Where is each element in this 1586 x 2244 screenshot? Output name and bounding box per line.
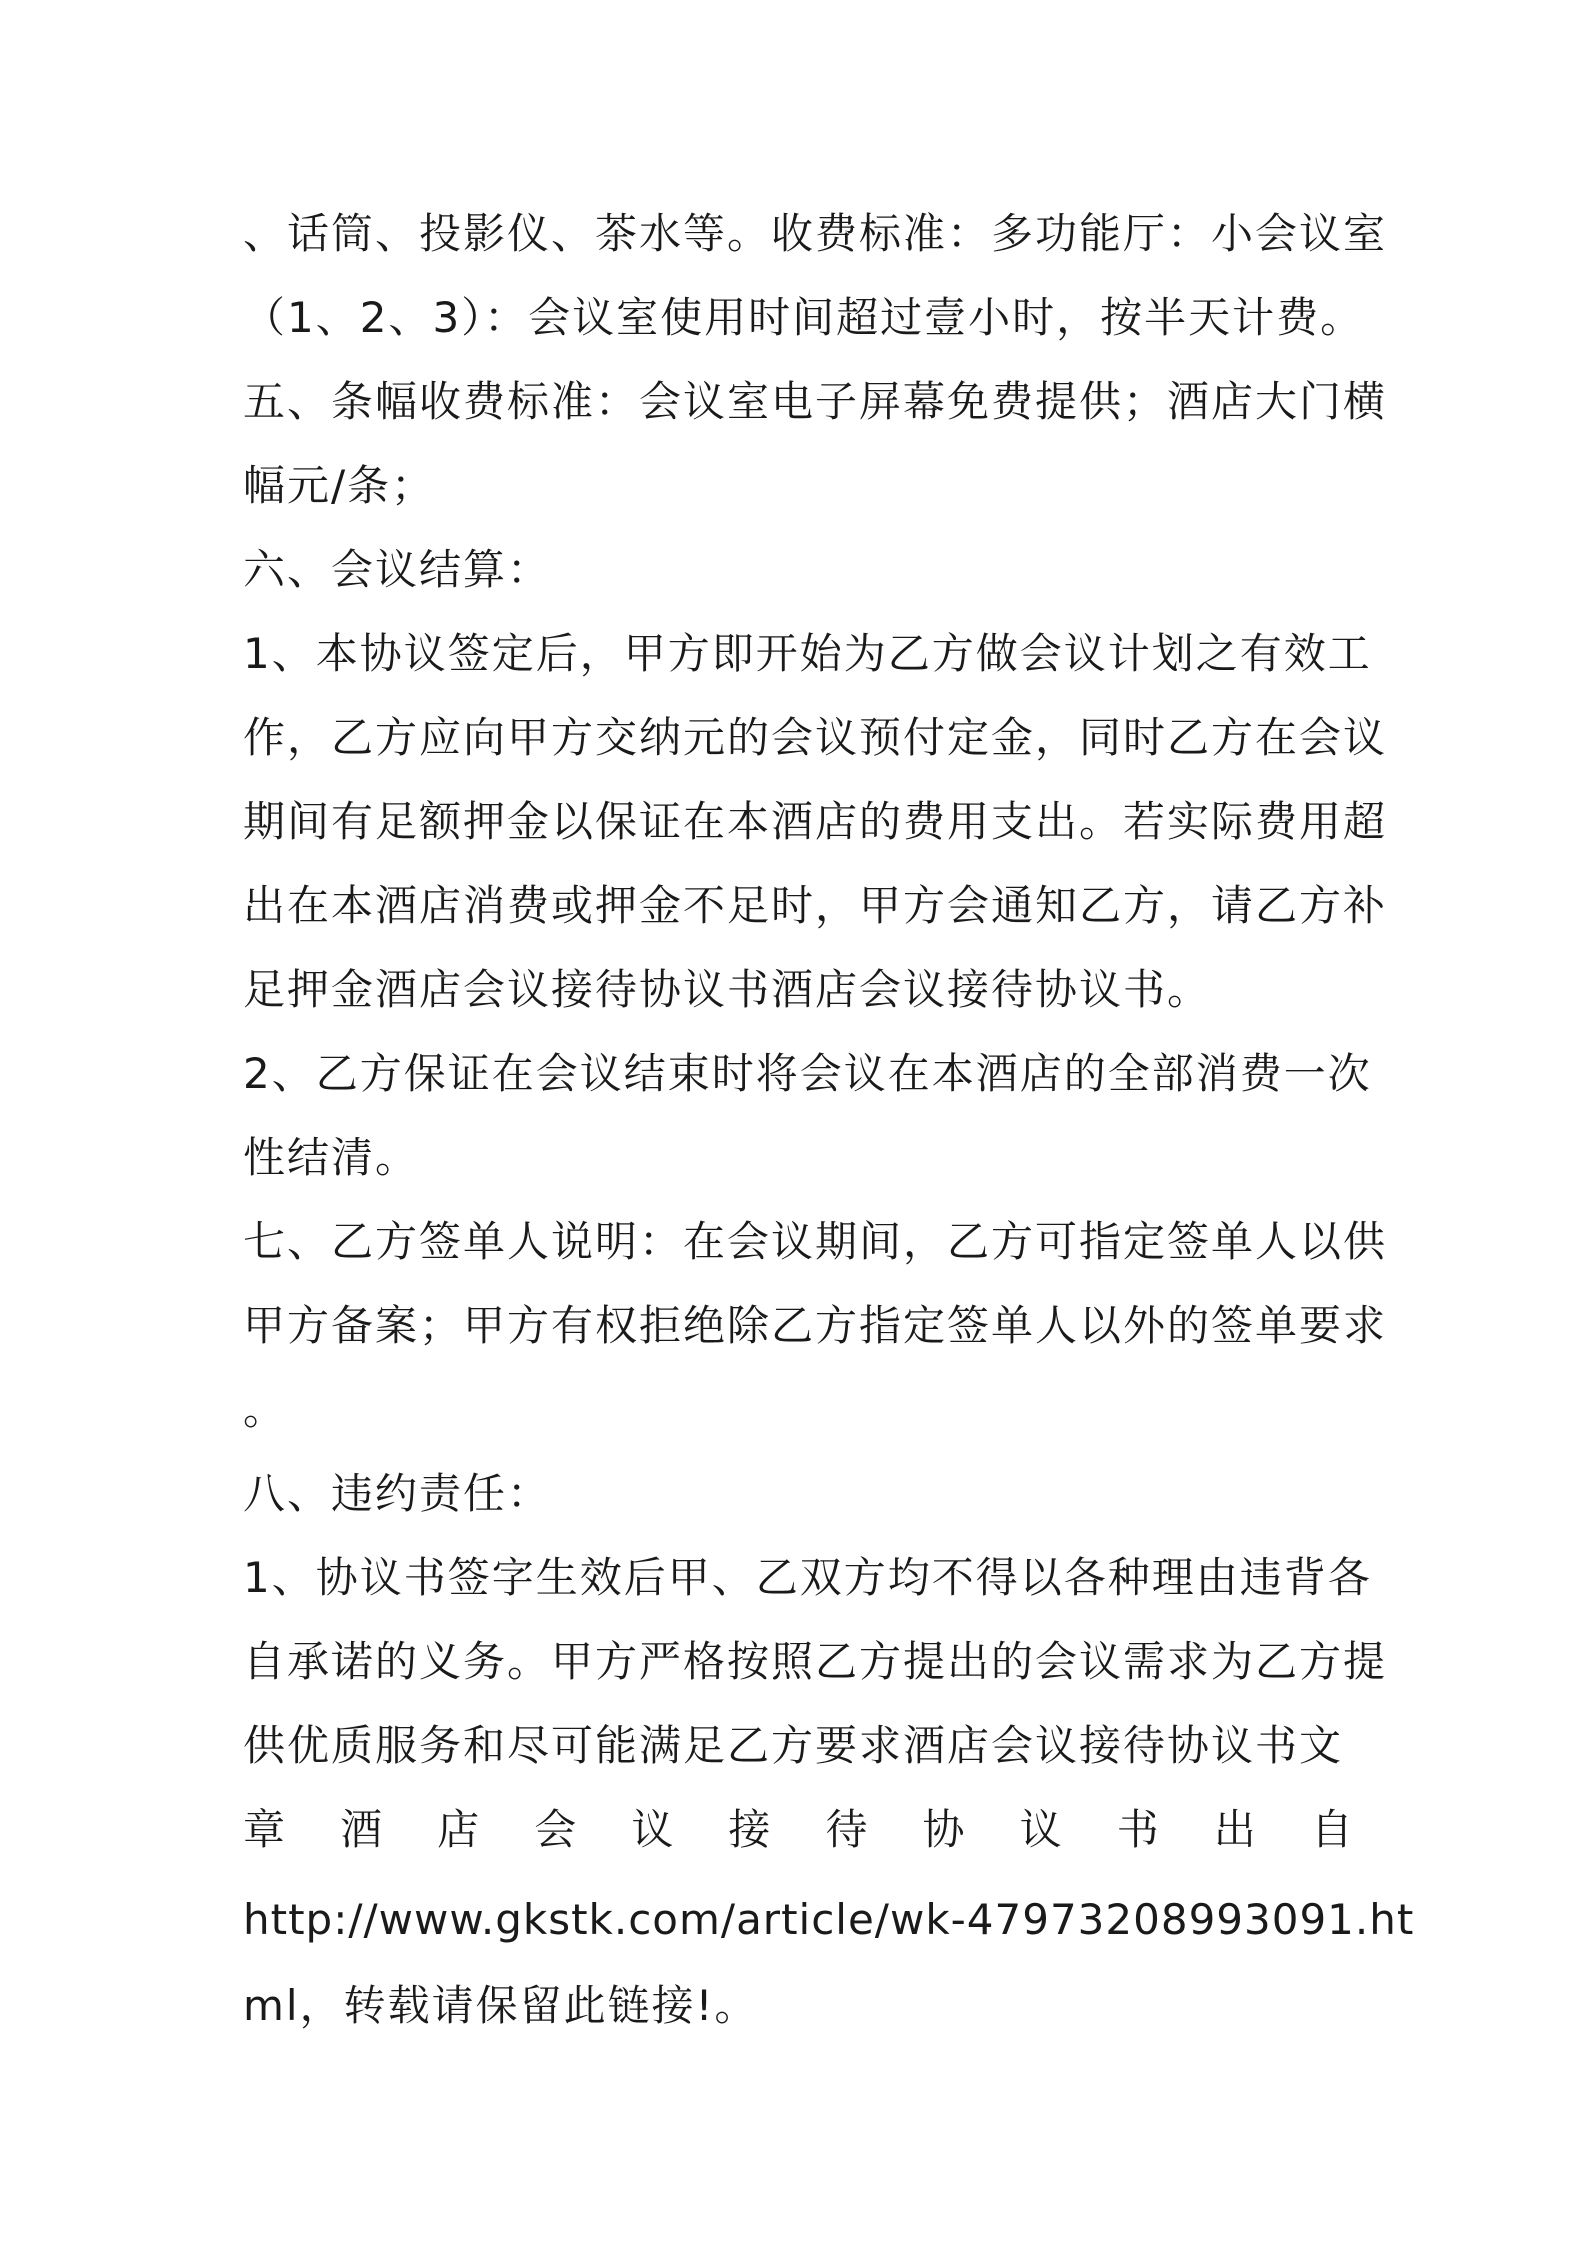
text-line-9: 出在本酒店消费或押金不足时，甲方会通知乙方，请乙方补 (243, 881, 1388, 930)
spread-char: 店 (437, 1805, 480, 1854)
spread-text-line (243, 1788, 1353, 1872)
text-line-4: 幅元/条； (243, 461, 436, 510)
text-line-5: 六、会议结算： (243, 545, 552, 594)
text-line-19: 供优质服务和尽可能满足乙方要求酒店会议接待协议书文 (243, 1721, 1344, 1770)
text-line-2: （1、2、3）：会议室使用时间超过壹小时，按半天计费。 (243, 293, 1365, 342)
spread-char: 接 (728, 1805, 771, 1854)
text-line-14: 甲方备案；甲方有权拒绝除乙方指定签单人以外的签单要求 (243, 1301, 1388, 1350)
text-line-12: 性结清。 (243, 1133, 420, 1182)
text-line-17: 1、协议书签字生效后甲、乙双方均不得以各种理由违背各 (243, 1553, 1372, 1602)
spread-char: 出 (1213, 1805, 1256, 1854)
spread-char: 议 (631, 1805, 674, 1854)
spread-char: 协 (922, 1805, 965, 1854)
text-line-18: 自承诺的义务。甲方严格按照乙方提出的会议需求为乙方提 (243, 1637, 1388, 1686)
text-line-7: 作，乙方应向甲方交纳元的会议预付定金，同时乙方在会议 (243, 713, 1388, 762)
text-line-1: 、话筒、投影仪、茶水等。收费标准：多功能厅：小会议室 (243, 209, 1388, 258)
text-line-8: 期间有足额押金以保证在本酒店的费用支出。若实际费用超 (243, 797, 1388, 846)
text-line-16: 八、违约责任： (243, 1469, 552, 1518)
spread-char: 会 (534, 1805, 577, 1854)
text-line-13: 七、乙方签单人说明：在会议期间，乙方可指定签单人以供 (243, 1217, 1388, 1266)
text-line-11: 2、乙方保证在会议结束时将会议在本酒店的全部消费一次 (243, 1049, 1372, 1098)
spread-char: 待 (825, 1805, 868, 1854)
spread-char: 章 (243, 1805, 286, 1854)
url-line: http://www.gkstk.com/article/wk-47973208993091.ht (243, 1895, 1415, 1944)
spread-char: 议 (1019, 1805, 1062, 1854)
text-line-3: 五、条幅收费标准：会议室电子屏幕免费提供；酒店大门横 (243, 377, 1388, 426)
spread-char: 酒 (340, 1805, 383, 1854)
spread-char: 书 (1116, 1805, 1159, 1854)
closing-line: ml，转载请保留此链接!。 (243, 1981, 759, 2030)
text-line-6: 1、本协议签定后，甲方即开始为乙方做会议计划之有效工 (243, 629, 1372, 678)
text-line-15: 。 (243, 1385, 288, 1434)
spread-char: 自 (1310, 1805, 1353, 1854)
document-body (243, 192, 1415, 2044)
text-line-10: 足押金酒店会议接待协议书酒店会议接待协议书。 (243, 965, 1212, 1014)
